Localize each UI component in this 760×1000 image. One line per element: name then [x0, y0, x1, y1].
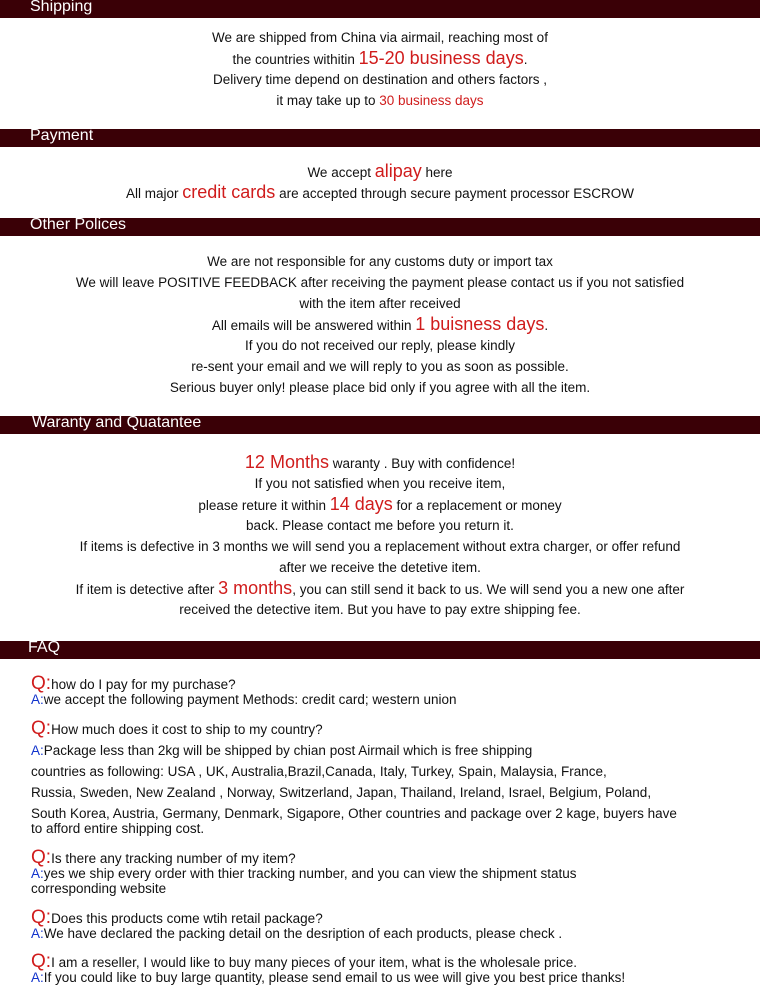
- reply-time-highlight: 1 buisness days: [415, 314, 545, 334]
- shipping-heading: Shipping: [30, 0, 93, 15]
- warranty-line-3: please reture it within 14 days for a replacement or money: [198, 494, 562, 514]
- faq-answer: A:We have declared the packing detail on the desription of each products, please check .: [31, 926, 563, 941]
- credit-cards-highlight: credit cards: [182, 182, 276, 202]
- answer-mark-label: A:: [31, 692, 44, 707]
- warranty-line-8: received the detective item. But you have to pay extre shipping fee.: [179, 602, 581, 617]
- payment-line-2: All major credit cards are accepted through secure payment processor ESCROW: [126, 182, 634, 202]
- warranty-line-6: after we receive the detetive item.: [279, 560, 481, 575]
- faq-answer: A:we accept the following payment Methods: credit card; western union: [31, 692, 457, 707]
- policies-heading: Other Polices: [30, 216, 127, 233]
- shipping-days-highlight: 15-20 business days: [358, 48, 524, 68]
- warranty-heading-bar: [0, 416, 760, 434]
- faq-answer-line: to afford entire shipping cost.: [31, 821, 205, 836]
- faq-answer: A:yes we ship every order with thier tracking number, and you can view the shipment status: [31, 866, 577, 881]
- faq-heading-bar: [0, 641, 760, 659]
- faq-question: Q:I am a reseller, I would like to buy many pieces of your item, what is the wholesale price.: [31, 951, 578, 972]
- warranty-line-5: If items is defective in 3 months we will send you a replacement without extra charger, or offer refund: [79, 539, 681, 554]
- faq-question: Q:How much does it cost to ship to my country?: [31, 718, 323, 739]
- alipay-highlight: alipay: [374, 161, 422, 181]
- payment-heading: Payment: [30, 127, 94, 144]
- shipping-line-2: the countries withitin 15-20 business days.: [232, 48, 528, 68]
- warranty-line-1: 12 Months waranty . Buy with confidence!: [244, 452, 516, 472]
- policies-heading-bar: [0, 218, 760, 236]
- answer-mark-label: A:: [31, 743, 44, 758]
- return-days-highlight: 14 days: [329, 494, 393, 514]
- warranty-heading: Waranty and Quatantee: [32, 414, 202, 431]
- question-mark-label: Q:: [31, 907, 52, 928]
- question-mark-label: Q:: [31, 673, 52, 694]
- shipping-max-highlight: 30 business days: [379, 93, 484, 108]
- question-mark-label: Q:: [31, 847, 52, 868]
- policies-line-7: Serious buyer only! please place bid only if you agree with all the item.: [169, 380, 591, 395]
- policies-line-1: We are not responsible for any customs duty or import tax: [207, 254, 553, 269]
- warranty-months-highlight: 12 Months: [244, 452, 329, 472]
- faq-item: [31, 847, 711, 896]
- question-mark-label: Q:: [31, 951, 52, 972]
- shipping-line-3: Delivery time depend on destination and others factors ,: [213, 72, 547, 87]
- payment-heading-bar: [0, 129, 760, 147]
- shipping-line-4: it may take up to 30 business days: [276, 93, 484, 108]
- shipping-heading-bar: [0, 0, 760, 18]
- faq-answer: A:If you could like to buy large quantity, please send email to us wee will give you best price thanks!: [31, 970, 626, 985]
- faq-answer: A:Package less than 2kg will be shipped by chian post Airmail which is free shipping: [31, 743, 533, 758]
- faq-question: Q:Does this products come wtih retail package?: [31, 907, 323, 928]
- policies-line-6: re-sent your email and we will reply to you as soon as possible.: [191, 359, 569, 374]
- question-mark-label: Q:: [31, 718, 52, 739]
- policies-line-4: All emails will be answered within 1 buisness days.: [211, 314, 549, 334]
- policies-line-3: with the item after received: [299, 296, 461, 311]
- payment-line-1: We accept alipay here: [307, 161, 453, 181]
- faq-answer-line: corresponding website: [31, 881, 167, 896]
- faq-answer-line: Russia, Sweden, New Zealand , Norway, Switzerland, Japan, Thailand, Ireland, Israel, Belgium, Poland,: [31, 785, 652, 800]
- faq-item: [31, 951, 711, 985]
- warranty-line-7: If item is detective after 3 months, you can still send it back to us. We will send you a new one after: [75, 578, 685, 598]
- faq-question: Q:Is there any tracking number of my item?: [31, 847, 296, 868]
- answer-mark-label: A:: [31, 926, 44, 941]
- policies-line-2: We will leave POSITIVE FEEDBACK after receiving the payment please contact us if you not satisfied: [75, 275, 685, 290]
- policies-line-5: If you do not received our reply, please kindly: [245, 338, 515, 353]
- defect-months-highlight: 3 months: [218, 578, 293, 598]
- faq-item: [31, 673, 711, 707]
- shipping-line-1: We are shipped from China via airmail, reaching most of: [212, 30, 548, 45]
- faq-item: [31, 718, 711, 836]
- faq-answer-line: countries as following: USA , UK, Australia,Brazil,Canada, Italy, Turkey, Spain, Malaysia, France,: [31, 764, 607, 779]
- answer-mark-label: A:: [31, 866, 44, 881]
- faq-heading: FAQ: [28, 639, 61, 656]
- answer-mark-label: A:: [31, 970, 44, 985]
- faq-question: Q:how do I pay for my purchase?: [31, 673, 236, 694]
- faq-item: [31, 907, 711, 941]
- warranty-line-2: If you not satisfied when you receive item,: [254, 476, 506, 491]
- warranty-line-4: back. Please contact me before you return it.: [246, 518, 514, 533]
- faq-answer-line: South Korea, Austria, Germany, Denmark, Sigapore, Other countries and package over 2 kage, buyers have: [31, 806, 677, 821]
